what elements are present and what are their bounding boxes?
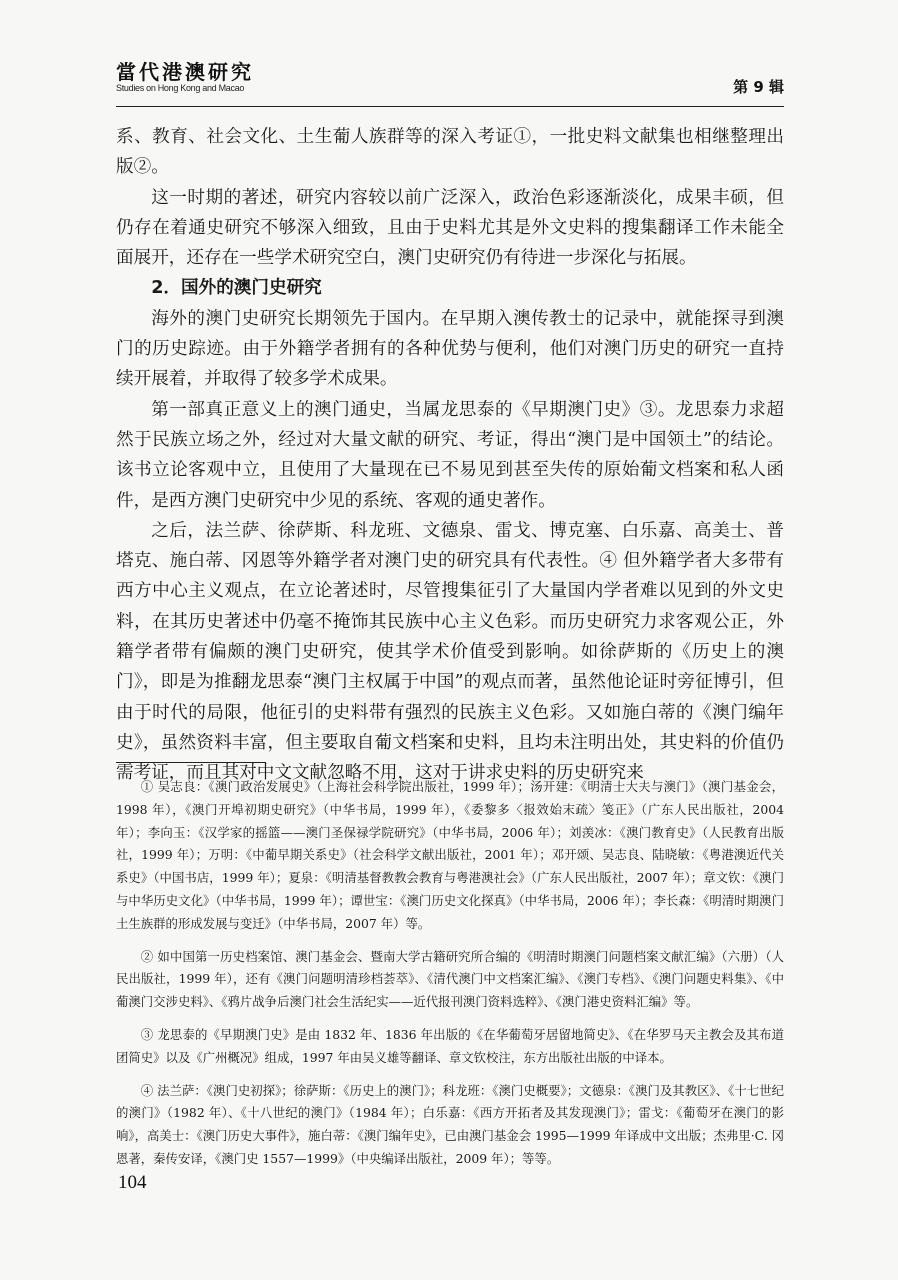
footnote-1: ① 吴志良：《澳门政治发展史》（上海社会科学院出版社，1999 年）；汤开建：《明清士大夫与澳门》（澳门基金会，1998 年），《澳门开埠初期史研究》（中华书局，1999 年），《委黎多〈报效始末疏〉笺正》（广东人民出版社，2004 年）；李向玉：《汉学家的摇篮——澳门圣保禄学院研究》（中华书局，2006 年）；刘羡冰：《澳门教育史》（人民教育出版社，1999 年）；万明：《中葡早期关系史》（社会科学文献出版社，2001 年）；邓开颂、吴志良、陆晓敏：《粤港澳近代关系史》（中国书店，1999 年）；夏泉：《明清基督教教会教育与粤港澳社会》（广东人民出版社，2007 年）；章文钦：《澳门与中华历史文化》（中华书局，1999 年）；谭世宝：《澳门历史文化探真》（中华书局，2006 年）；李长森：《明清时期澳门土生族群的形成发展与变迁》（中华书局，2007 年）等。 bbox=[116, 779, 784, 931]
running-header bbox=[116, 56, 784, 107]
footnote-2: ② 如中国第一历史档案馆、澳门基金会、暨南大学古籍研究所合编的《明清时期澳门问题档案文献汇编》（六册）（人民出版社，1999 年），还有《澳门问题明清珍档荟萃》、《清代澳门中文档案汇编》、《澳门专档》、《澳门问题史料集》、《中葡澳门交涉史料》、《鸦片战争后澳门社会生活纪实——近代报刊澳门资料选粹》、《澳门港史资料汇编》等。 bbox=[116, 948, 784, 1010]
paragraph: 之后，法兰萨、徐萨斯、科龙班、文德泉、雷戈、博克塞、白乐嘉、高美士、普塔克、施白蒂、冈恩等外籍学者对澳门史的研究具有代表性。④ 但外籍学者大多带有西方中心主义观点，在立论著述时，尽管搜集征引了大量国内学者难以见到的外文史料，在其历史著述中仍毫不掩饰其民族中心主义色彩。而历史研究力求客观公正，外籍学者带有偏颇的澳门史研究，使其学术价值受到影响。如徐萨斯的《历史上的澳门》，即是为推翻龙思泰“澳门主权属于中国”的观点而著，虽然他论证时旁征博引，但由于时代的局限，他征引的史料带有强烈的民族主义色彩。又如施白蒂的《澳门编年史》，虽然资料丰富，但主要取自葡文档案和史料，且均未注明出处，其史料的价值仍需考证，而且其对中文文献忽略不用，这对于讲求史料的历史研究来 bbox=[116, 520, 784, 784]
footnote-rule bbox=[116, 762, 266, 763]
footnote-4: ④ 法兰萨：《澳门史初探》；徐萨斯：《历史上的澳门》；科龙班：《澳门史概要》；文德泉：《澳门及其教区》、《十七世纪的澳门》（1982 年）、《十八世纪的澳门》（1984 年）；白乐嘉：《西方开拓者及其发现澳门》；雷戈：《葡萄牙在澳门的影响》，高美士：《澳门历史大事件》，施白蒂：《澳门编年史》，已由澳门基金会 1995—1999 年译成中文出版；杰弗里·C. 冈恩著，秦传安译，《澳门史 1557—1999》（中央编译出版社，2009 年）；等等。 bbox=[116, 1082, 784, 1166]
page-number: 104 bbox=[118, 1172, 147, 1193]
main-text bbox=[116, 122, 784, 789]
journal-subtitle: Studies on Hong Kong and Macao bbox=[116, 83, 245, 93]
paragraph: 海外的澳门史研究长期领先于国内。在早期入澳传教士的记录中，就能探寻到澳门的历史踪迹。由于外籍学者拥有的各种优势与便利，他们对澳门历史的研究一直持续开展着，并取得了较多学术成果。 bbox=[116, 308, 784, 390]
journal-title: 當代港澳研究 bbox=[116, 60, 254, 84]
issue-number: 第 9 辑 bbox=[733, 78, 784, 96]
paragraph-continued: 系、教育、社会文化、土生葡人族群等的深入考证①，一批史料文献集也相继整理出版②。 bbox=[116, 127, 784, 178]
paragraph: 第一部真正意义上的澳门通史，当属龙思泰的《早期澳门史》③。龙思泰力求超然于民族立场之外，经过对大量文献的研究、考证，得出“澳门是中国领土”的结论。该书立论客观中立，且使用了大量现在已不易见到甚至失传的原始葡文档案和私人函件，是西方澳门史研究中少见的系统、客观的通史著作。 bbox=[116, 399, 784, 511]
section-heading: 2．国外的澳门史研究 bbox=[151, 278, 322, 299]
footnotes bbox=[116, 776, 784, 1181]
paragraph: 这一时期的著述，研究内容较以前广泛深入，政治色彩逐渐淡化，成果丰硕，但仍存在着通史研究不够深入细致，且由于史料尤其是外文史料的搜集翻译工作未能全面展开，还存在一些学术研究空白，澳门史研究仍有待进一步深化与拓展。 bbox=[116, 187, 784, 269]
footnote-3: ③ 龙思泰的《早期澳门史》是由 1832 年、1836 年出版的《在华葡萄牙居留地简史》、《在华罗马天主教会及其布道团简史》以及《广州概况》组成，1997 年由吴义雄等翻译、章文钦校注，东方出版社出版的中译本。 bbox=[116, 1026, 784, 1065]
